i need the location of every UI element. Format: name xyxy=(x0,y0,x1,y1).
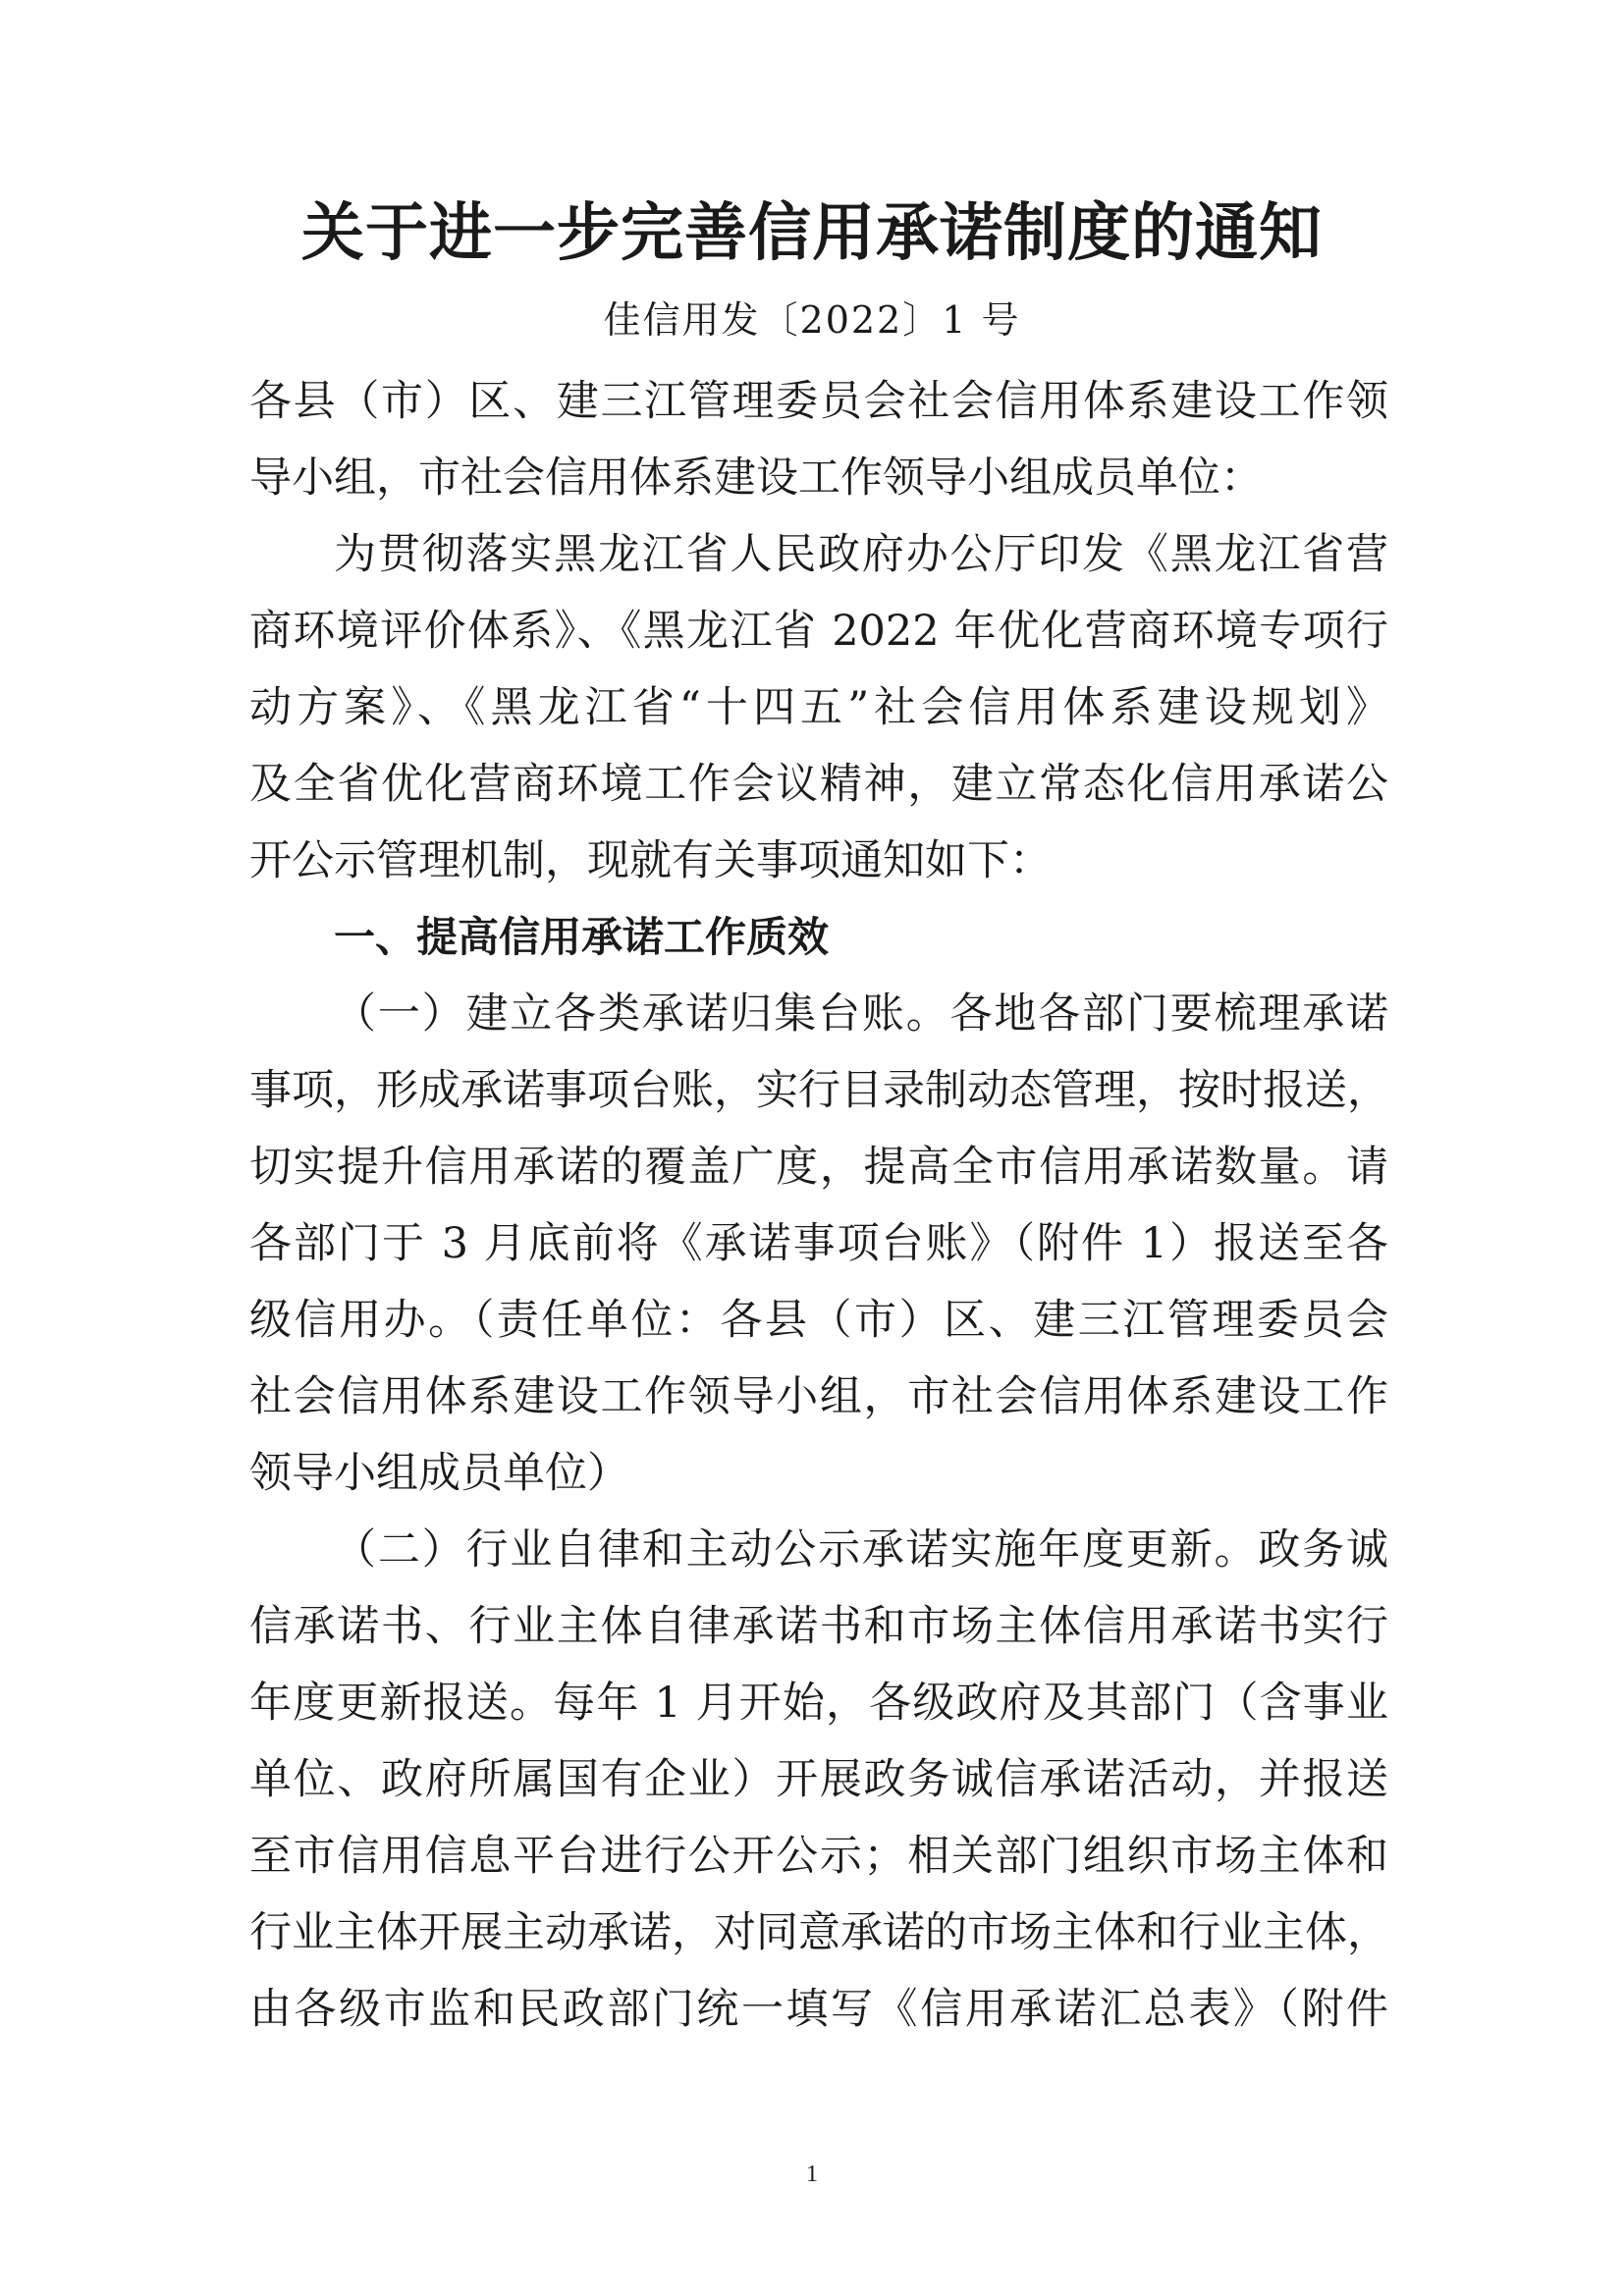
body-line: 导小组，市社会信用体系建设工作领导小组成员单位： xyxy=(249,454,1263,503)
body-line: 级信用办。（责任单位：各县（市）区、建三江管理委员会 xyxy=(249,1296,1388,1345)
body-line: 及全省优化营商环境工作会议精神，建立常态化信用承诺公 xyxy=(249,760,1388,809)
body-line: 商环境评价体系》、《黑龙江省 2022 年优化营商环境专项行 xyxy=(249,607,1388,656)
body-line: 各部门于 3 月底前将《承诺事项台账》（附件 1）报送至各 xyxy=(249,1219,1388,1268)
body-line: 社会信用体系建设工作领导小组，市社会信用体系建设工作 xyxy=(249,1372,1388,1421)
document-number: 佳信用发〔2022〕1 号 xyxy=(603,298,1021,342)
body-line: 事项，形成承诺事项台账，实行目录制动态管理，按时报送， xyxy=(249,1066,1389,1115)
body-line: 单位、政府所属国有企业）开展政务诚信承诺活动，并报送 xyxy=(249,1755,1388,1804)
body-line: 由各级市监和民政部门统一填写《信用承诺汇总表》（附件 xyxy=(249,1985,1388,2034)
section-heading: 一、提高信用承诺工作质效 xyxy=(334,913,830,961)
body-line: 开公示管理机制，现就有关事项通知如下： xyxy=(249,836,1052,885)
body-line: 切实提升信用承诺的覆盖广度，提高全市信用承诺数量。请 xyxy=(249,1143,1388,1192)
body-line: （一）建立各类承诺归集台账。各地各部门要梳理承诺 xyxy=(334,989,1388,1039)
body-line: 为贯彻落实黑龙江省人民政府办公厅印发《黑龙江省营 xyxy=(334,530,1388,579)
body-line: 行业主体开展主动承诺，对同意承诺的市场主体和行业主体， xyxy=(249,1908,1389,1957)
body-line: 至市信用信息平台进行公开公示；相关部门组织市场主体和 xyxy=(249,1832,1388,1881)
body-line: （二）行业自律和主动公示承诺实施年度更新。政务诚 xyxy=(334,1525,1388,1575)
document-body xyxy=(249,363,1388,2048)
body-line: 领导小组成员单位） xyxy=(249,1449,629,1498)
body-line: 年度更新报送。每年 1 月开始，各级政府及其部门（含事业 xyxy=(249,1679,1388,1728)
body-line: 各县（市）区、建三江管理委员会社会信用体系建设工作领 xyxy=(249,377,1388,426)
body-line: 信承诺书、行业主体自律承诺书和市场主体信用承诺书实行 xyxy=(249,1602,1388,1651)
document-title: 关于进一步完善信用承诺制度的通知 xyxy=(301,196,1323,270)
body-line: 动方案》、《黑龙江省“十四五”社会信用体系建设规划》 xyxy=(249,683,1388,732)
page-number: 1 xyxy=(806,2162,818,2187)
